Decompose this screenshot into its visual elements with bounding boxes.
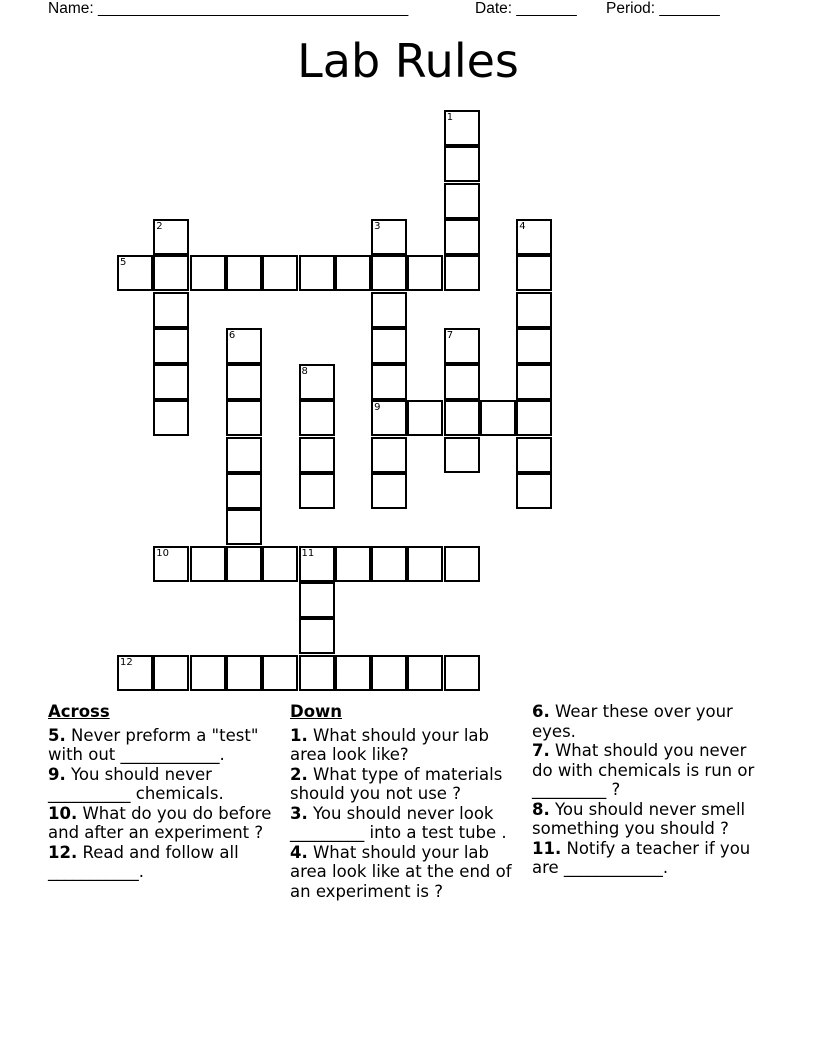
grid-cell[interactable] <box>444 437 480 473</box>
grid-cell[interactable] <box>444 546 480 582</box>
clue-item: 11. Notify a teacher if you are ____________. <box>532 838 751 877</box>
grid-cell[interactable] <box>444 183 480 219</box>
grid-cell[interactable] <box>516 437 552 473</box>
grid-cell[interactable] <box>226 546 262 582</box>
grid-cell[interactable] <box>371 292 407 328</box>
clue-number: 2 <box>156 220 163 232</box>
clue-item: 8. You should never smell something you should ? <box>532 799 746 838</box>
across-clues <box>48 702 273 882</box>
clue-item: 1. What should your lab area look like? <box>290 725 490 764</box>
grid-cell[interactable] <box>371 255 407 291</box>
grid-cell[interactable] <box>444 146 480 182</box>
grid-cell[interactable] <box>516 292 552 328</box>
grid-cell[interactable] <box>444 255 480 291</box>
date-field[interactable]: Date: _______ <box>475 0 577 17</box>
grid-cell[interactable] <box>226 473 262 509</box>
grid-cell[interactable] <box>299 582 335 618</box>
grid-cell[interactable] <box>190 655 226 691</box>
down-clues-continued <box>532 702 757 878</box>
clue-number: 8 <box>301 366 308 378</box>
clue-number: 5 <box>120 257 127 269</box>
clue-item: 3. You should never look _________ into a test tube . <box>290 803 507 842</box>
grid-cell[interactable] <box>226 400 262 436</box>
clue-number: 3 <box>374 220 381 232</box>
grid-cell[interactable] <box>371 364 407 400</box>
grid-cell[interactable] <box>371 655 407 691</box>
clue-item: 6. Wear these over your eyes. <box>532 702 733 741</box>
grid-cell[interactable] <box>262 255 298 291</box>
grid-cell[interactable] <box>299 655 335 691</box>
grid-cell[interactable] <box>299 255 335 291</box>
clue-number: 7 <box>446 329 454 341</box>
grid-cell[interactable] <box>299 618 335 654</box>
grid-cell[interactable] <box>444 364 480 400</box>
down-clues <box>290 702 518 901</box>
clue-number: 6 <box>228 329 236 341</box>
grid-cell[interactable] <box>371 473 407 509</box>
grid-cell[interactable] <box>516 328 552 364</box>
clue-item: 7. What should you never do with chemicals is run or _________ ? <box>532 741 755 799</box>
clue-item: 4. What should your lab area look like at the end of an experiment is ? <box>290 842 512 901</box>
grid-cell[interactable] <box>444 655 480 691</box>
clue-number: 1 <box>446 112 454 123</box>
grid-cell[interactable] <box>226 255 262 291</box>
grid-cell[interactable] <box>371 328 407 364</box>
grid-cell[interactable] <box>407 655 443 691</box>
grid-cell[interactable] <box>516 255 552 291</box>
clue-number: 10 <box>156 547 170 559</box>
grid-cell[interactable] <box>262 546 298 582</box>
grid-cell[interactable] <box>153 292 189 328</box>
grid-cell[interactable] <box>371 546 407 582</box>
grid-cell[interactable] <box>480 400 516 436</box>
grid-cell[interactable] <box>226 437 262 473</box>
grid-cell[interactable] <box>153 655 189 691</box>
across-heading: Across <box>48 702 110 721</box>
grid-cell[interactable] <box>444 219 480 255</box>
clue-item: 12. Read and follow all ___________. <box>48 842 239 881</box>
grid-cell[interactable] <box>407 546 443 582</box>
grid-cell[interactable] <box>516 473 552 509</box>
period-field[interactable]: Period: _______ <box>606 0 720 17</box>
clue-number: 4 <box>519 220 526 232</box>
grid-cell[interactable] <box>516 364 552 400</box>
grid-cell[interactable] <box>226 655 262 691</box>
grid-cell[interactable] <box>153 364 189 400</box>
grid-cell[interactable] <box>335 655 371 691</box>
grid-cell[interactable] <box>444 400 480 436</box>
down-heading: Down <box>290 702 343 721</box>
grid-cell[interactable] <box>516 400 552 436</box>
grid-cell[interactable] <box>407 255 443 291</box>
clue-item: 5. Never preform a "test" with out ____________. <box>48 725 259 764</box>
grid-cell[interactable] <box>153 255 189 291</box>
clue-item: 10. What do you do before and after an experiment ? <box>48 803 272 842</box>
grid-cell[interactable] <box>335 255 371 291</box>
grid-cell[interactable] <box>299 437 335 473</box>
clue-number: 11 <box>301 547 315 559</box>
clue-item: 9. You should never __________ chemicals. <box>48 764 224 803</box>
grid-cell[interactable] <box>262 655 298 691</box>
grid-cell[interactable] <box>190 255 226 291</box>
grid-cell[interactable] <box>335 546 371 582</box>
clue-number: 12 <box>120 656 133 668</box>
page-title: Lab Rules <box>297 34 519 88</box>
grid-cell[interactable] <box>226 364 262 400</box>
grid-cell[interactable] <box>407 400 443 436</box>
grid-cell[interactable] <box>299 473 335 509</box>
clue-item: 2. What type of materials should you not use ? <box>290 764 503 803</box>
clue-number: 9 <box>374 402 381 414</box>
grid-cell[interactable] <box>153 328 189 364</box>
grid-cell[interactable] <box>226 509 262 545</box>
grid-cell[interactable] <box>371 437 407 473</box>
name-field[interactable]: Name: ____________________________________ <box>48 0 409 17</box>
grid-cell[interactable] <box>299 400 335 436</box>
grid-cell[interactable] <box>153 400 189 436</box>
grid-cell[interactable] <box>190 546 226 582</box>
